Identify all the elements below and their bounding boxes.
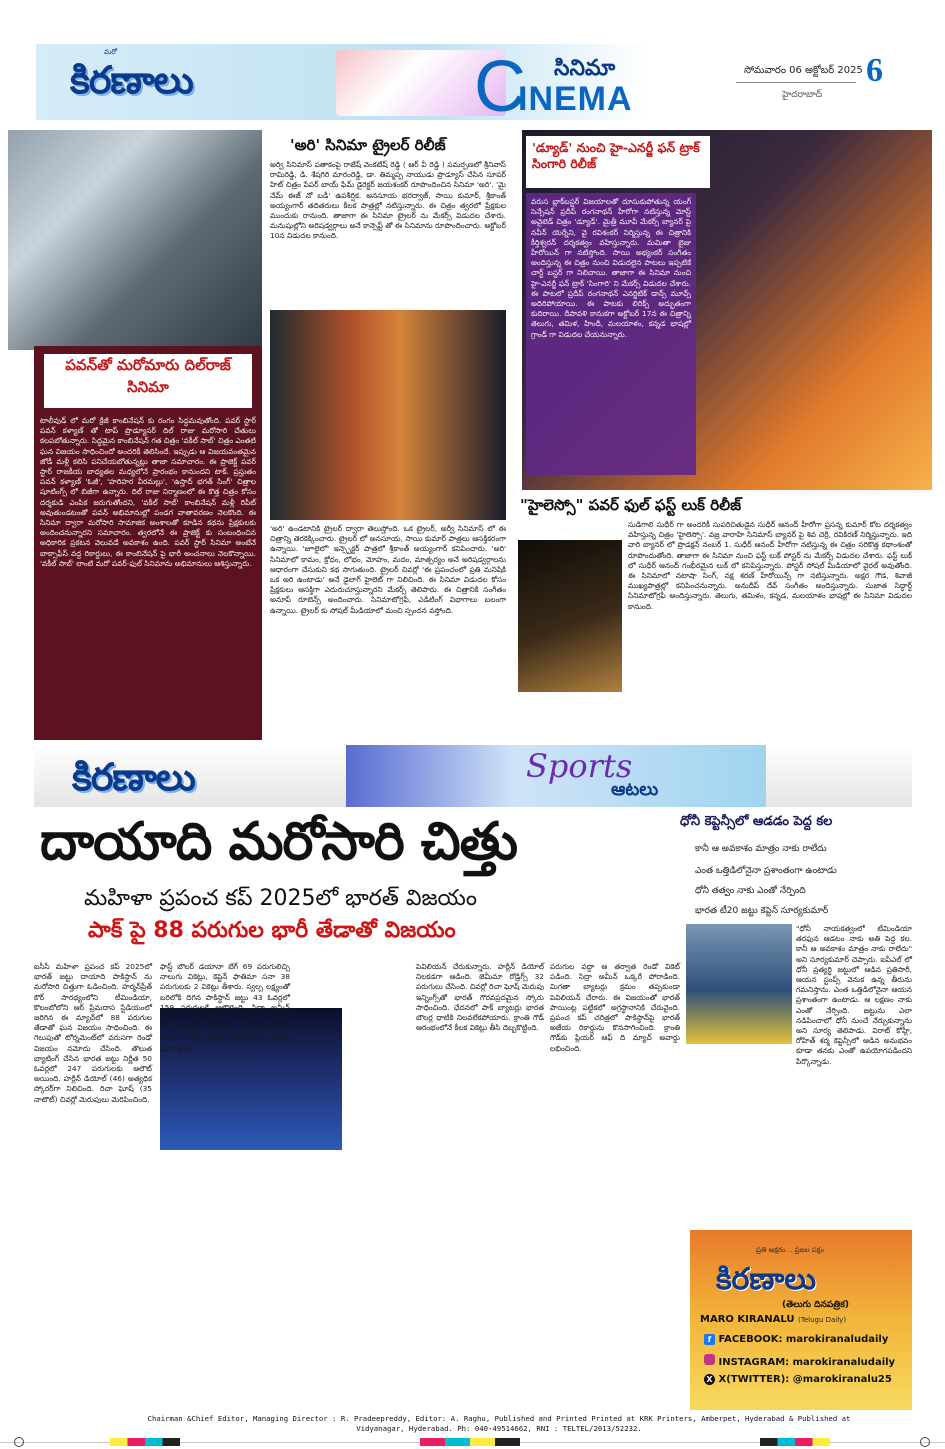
sports-column-2-side [344,1010,410,1150]
instagram-icon [704,1354,715,1365]
pawan-article-title: పవన్‌తో మరోమారు దిల్‌రాజ్ సినిమా [44,354,252,408]
ad-name: MARO KIRANALU [700,1314,795,1325]
dhoni-quote-4: భారత టీ20 జట్టు కెప్టెన్ సూర్యకుమార్ [695,906,829,916]
sports-silhouettes [766,745,912,807]
sports-newspaper-logo: కిరణాలు [72,755,195,799]
issue-date: సోమవారం 06 అక్టోబర్ 2025 [744,65,863,76]
sports-subheadline-1: మహిళా ప్రపంచ కప్ 2025లో భారత్ విజయం [84,886,477,911]
color-bar-left [110,1438,180,1446]
facebook-handle: FACEBOOK: marokiranaludaily [718,1334,889,1345]
imprint-line-2: Vidyanagar, Hyderabad. Ph: 040-49514662, RNI : TELTEL/2013/52232. [356,1424,642,1433]
hyloso-article-title: "హైలెస్సో" పవర్ ఫుల్ ఫస్ట్ లుక్ రిలీజ్ [520,496,742,514]
sports-column-2: ఫాస్ట్ బౌలర్ డయానా బేగ్ 69 పరుగులిచ్చి నాలుగు వికెట్లు, కెప్టెన్ ఫాతిమా సనా 38 పరుగులకు 2 వికెట్లు తీశారు. స్వల్ప లక్ష్యంతో బరిలోకి దిగిన పాకిస్థాన్ జట్టు 43 ఓవర్లలో 159 పరుగులకే ఆలౌటైంది. సిద్రా అమీన్ (81) ఒంటరి పోరాటం చేసింది. భారత బౌలర్లలో క్రాంతి గౌడ్, దీప్తి శర్మ తలో మూడు వికెట్లు తీశారు. స్నేహ్ రాణా రెండు వికెట్లు పడగొట్టింది. [160,962,290,1053]
dhoni-quote-3: ధోనీ తత్వం నాకు ఎంతో నేర్పింది [695,886,806,896]
cinema-letter: C [474,47,526,127]
imprint-line-1: Chairman &Chief Editor, Managing Director : R. Pradeepreddy, Editor: A. Raghu, Published and Printed Printed at KRK Printers, Amberpet, Hyderabad & Published at [147,1414,851,1423]
ad-tagline: ప్రతి అక్షరం .. ప్రజల పక్షం [756,1246,824,1254]
pawan-article-body: టాలీవుడ్ లో మరో క్రేజీ కాంబినేషన్ కు రంగం సిద్ధమవుతోంది. పవర్ స్టార్ పవన్ కళ్యాణ్ తో టాప్ ప్రొడ్యూసర్ దిల్ రాజు మరోసారి చేతులు కలపబోతున్నారు. సిద్ధమైన కాంబినేషన్ గత చిత్రం 'వకీల్ సాబ్' చిత్రం ఎంతటి ఘన విజయం సాధించిందో అందరికీ తెలిసిందే. ఇప్పుడు ఆ విజయవంతమైన జోడీ మళ్లీ కలిసి పనిచేయబోతున్నట్లు తాజా సమాచారం. ఈ ప్రాజెక్ట్ పవర్ స్టార్ రాజకీయ బాధ్యతల మధ్యలోనే ప్రారంభం కానుందని టాక్. ప్రస్తుతం పవన్ కళ్యాణ్ 'ఓజీ', 'హరిహర వీరమల్లు', 'ఉస్తాద్ భగత్ సింగ్' చిత్రాల షూటింగ్స్ లో బిజీగా ఉన్నారు. దిల్ రాజు నిర్మాణంలో ఈ కొత్త చిత్రం కోసం దర్శకుడి ఎంపిక జరుగుతోందని, 'వకీల్ సాబ్' కాంబినేషన్ మళ్లీ రిపీట్ అవుతుండటంతో పవన్ అభిమానుల్లో పండగ వాతావరణం నెలకొంది. ఈ సినిమా ద్వారా మరోసారి సామాజిక అంశాలతో కూడిన కథను ప్రేక్షకులకు అందించనున్నారని సమాచారం. త్వరలోనే ఈ ప్రాజెక్ట్ కు సంబంధించిన అధికారిక ప్రకటన వెలువడే అవకాశం ఉంది. పవర్ స్టార్ సినిమా అంటేనే బాక్సాఫీస్ వద్ద రికార్డులు, ఈ కాంబినేషన్ పై భారీ అంచనాలు నెలకొన్నాయి. 'వకీల్ సాబ్' లాంటి మరో పవర్-ఫుల్ సినిమాను అభిమానులు ఆశిస్తున్నారు. [40,416,256,568]
instagram-handle: INSTAGRAM: marokiranaludaily [718,1357,896,1368]
hyloso-article-body: సుడిగాలి సుధీర్ గా అందరికీ సుపరిచితుడైన సుధీర్ ఆనంద్ హీరోగా ప్రసన్న కుమార్ కోట దర్శకత్వం వహిస్తున్న చిత్రం 'హైలెస్సో'. వజ్ర వారాహి సినిమాస్ బ్యానర్ పై శివ చెర్రీ, రవికిరణ్ నిర్మిస్తున్నారు. ఇది వారి బ్యానర్ లో ప్రొడక్షన్ నంబర్ 1. సుధీర్ ఆనంద్ హీరోగా నటిస్తున్న ఈ చిత్రం సరికొత్త కథాంశంతో రూపొందుతోంది. తాజాగా ఈ సినిమా నుంచి ఫస్ట్ లుక్ పోస్టర్ ను మేకర్స్ విడుదల చేశారు. ఫస్ట్ లుక్ లో సుధీర్ ఆనంద్ గంభీరమైన లుక్ లో కనిపిస్తున్నారు. పోస్టర్ సోషల్ మీడియాలో వైరల్ అవుతోంది. ఈ సినిమాలో నటాషా సింగ్, నక్ష శరణ్ హీరోయిన్స్ గా నటిస్తున్నారు. అక్షర గౌడ, శివాజీ ముఖ్యపాత్రల్లో కనిపించనున్నారు. అనుదీప్ దేవ్ సంగీతం అందిస్తున్నారు. సుజాత సిద్ధార్థ్ సినిమాటోగ్రఫీ అందిస్తున్నారు. తెలుగు, తమిళం, కన్నడ, మలయాళం భాషల్లో ఈ సినిమా విడుదల కానుంది. [628,520,912,611]
sports-column-4: పరుగుల వద్దా ఆ తర్వాత రెండో వికెట్ పడింది. సిద్రా అమీన్ ఒక్కరే పోరాడింది. మిగతా బ్యాటర్లు క్రమం తప్పకుండా పెవిలియన్ చేరారు. ఈ విజయంతో భారత్ పాయింట్ల పట్టికలో అగ్రస్థానానికి చేరువైంది. ప్రపంచ కప్ చరిత్రలో పాకిస్థాన్‌పై భారత్ అజేయ రికార్డును కొనసాగించింది. క్రాంతి గౌడ్‌కు ప్లేయర్ ఆఫ్ ది మ్యాచ్ అవార్డు లభించింది. [550,962,680,1053]
sports-column-3: పెవిలియన్ చేరుకున్నారు. హర్లీన్ డియోల్ నిలకడగా ఆడింది. జెమీమా రోడ్రిగ్స్ 32 పరుగులు చేసింది. చివర్లో రిచా ఘోష్ మెరుపు ఇన్నింగ్స్‌తో భారత్ గౌరవప్రదమైన స్కోరు సాధించింది. ఛేదనలో పాక్ బ్యాటర్లు భారత బౌలర్ల ధాటికి నిలవలేకపోయారు. క్రాంతి గౌడ్ ఆరంభంలోనే కీలక వికెట్లు తీసి దెబ్బకొట్టింది. [416,962,544,1033]
dude-article-title: 'డ్యూడ్' నుంచి హై-ఎనర్జీ ఫన్ ట్రాక్ సింగారి రిలీజ్ [526,136,710,188]
sports-banner [346,745,766,807]
x-twitter-icon: X [704,1374,715,1385]
surya-dhoni-photo [686,924,792,1044]
sports-atalu: ఆటలు [611,779,659,800]
ari-article-body-top: అర్వి సినిమాస్ పతాకంపై రాజేష్ వెంకటేష్ రెడ్డి ( ఆర్ వీ రెడ్డి ) సమర్పణలో శ్రీనివాస్ రామిరెడ్డి, డి. శేషగిరి మారంరెడ్డి, డా. తిమ్మప్ప నాయుడు ప్రొడ్యూస్ చేసిన సూపర్ హిట్ చిత్రం పేపర్ బాయ్ ఫేమ్ డైరెక్టర్ జయశంకర్ రూపొందించిన సినిమా 'అరి'. 'మై నేమ్ ఈజ్ నో బడీ' ఉపశీర్షిక. అనసూయ భరద్వాజ్, సాయి కుమార్, శ్రీకాంత్ అయ్యంగార్ తదితరులు కీలక పాత్రల్లో నటిస్తున్నారు. ఈ చిత్రం త్వరలో ప్రేక్షకుల ముందుకు రానుంది. తాజాగా ఈ సినిమా ట్రైలర్ ను మేకర్స్ విడుదల చేశారు. మనుషుల్లోని అరిషడ్వర్గాలు అనే కాన్సెప్ట్ తో ఈ సినిమాను రూపొందించారు. అక్టోబర్ 10న విడుదల కానుంది. [270,160,506,241]
registration-mark-right [920,1437,930,1447]
cinema-telugu: సినిమా [554,56,616,81]
dhoni-quote-2: ఎంత ఒత్తిడిలోనైనా ప్రశాంతంగా ఉంటాడు [695,866,837,876]
sports-column-2-bottom [160,1154,410,1406]
twitter-link[interactable] [704,1374,892,1385]
dhoni-article-title: ధోనీ కెప్టెన్సీలో ఆడడం పెద్ద కల [680,814,833,829]
sports-masthead [34,745,912,811]
ad-subtitle: (తెలుగు దినపత్రిక) [782,1300,850,1310]
dude-article-body: వరుస బ్లాక్‌బస్టర్ విజయాలతో దూసుకుపోతున్న యంగ్ సెన్సేషన్ ప్రదీప్ రంగనాథన్ హీరోగా నటిస్తున్న మోస్ట్ అవైటెడ్ చిత్రం 'డ్యూడ్'. మైత్రీ మూవీ మేకర్స్ బ్యానర్ పై నవీన్ యెర్నేని, వై రవిశంకర్ నిర్మిస్తున్న ఈ చిత్రానికి కీర్తిశ్వరన్ దర్శకత్వం వహిస్తున్నారు. మమితా బైజు హీరోయిన్ గా నటిస్తోంది. సాయి అభ్యంకర్ సంగీతం అందిస్తున్న ఈ చిత్రం నుంచి విడుదలైన పాటలు ఇప్పటికే చార్ట్ బస్టర్ గా నిలిచాయి. తాజాగా ఈ సినిమా నుంచి హై-ఎనర్జీ ఫన్ ట్రాక్ 'సింగారి' ని మేకర్స్ విడుదల చేశారు. ఈ పాటలో ప్రదీప్ రంగనాథన్ ఎనర్జిటిక్ డాన్స్ మూవ్స్ అదిరిపోయాయి. ఈ పాటకు లిరిక్స్ అద్భుతంగా కుదిరాయి. దీపావళి కానుకగా అక్టోబర్ 17న ఈ చిత్రాన్ని తెలుగు, తమిళ, హిందీ, మలయాళం, కన్నడ భాషల్లో గ్రాండ్ గా విడుదల చేయనున్నారు. [526,193,696,475]
ad-logo: కిరణాలు [716,1262,817,1297]
color-bar-center [420,1438,520,1446]
page-number: 6 [866,52,883,89]
registration-mark-left [14,1437,24,1447]
sports-headline: దాయాది మరోసారి చిత్తు [40,812,518,872]
color-bar-right [760,1438,830,1446]
sports-banner-word: Sports [526,747,633,785]
ad-name-note: (Telugu Daily) [798,1316,847,1324]
ari-article-body-bottom: 'అరి' ఉండటానికి ట్రైలర్ ద్వారా తెలుస్తోంది. ఒక ట్రైలర్, అర్వీ సినిమాస్ లో ఈ చిత్రాన్ని తెరకెక్కించారు. ట్రైలర్ లో అనసూయ, సాయి కుమార్ పాత్రలు ఆసక్తికరంగా ఉన్నాయి. 'జూలైలో' ఇన్స్పెక్టర్ పాత్రలో శ్రీకాంత్ అయ్యంగార్ కనిపించారు. 'అరి' సినిమాలో కామం, క్రోధం, లోభం, మోహం, మదం, మాత్సర్యం అనే అరిషడ్వర్గాలను ఆధారంగా చేసుకుని కథ సాగుతుంది. ట్రైలర్ చివర్లో 'ఈ ప్రపంచంలో ప్రతి మనిషికి ఒక అరి ఉంటాడు' అనే డైలాగ్ హైలెట్ గా నిలిచింది. ఈ సినిమా విడుదల కోసం ప్రేక్షకులు ఆసక్తిగా ఎదురుచూస్తున్నారని మేకర్స్ తెలిపారు. ఈ చిత్రానికి సంగీతం అనూప్ రూబెన్స్ అందించారు. సినిమాటోగ్రఫీ, ఎడిటింగ్ విభాగాలు బలంగా ఉన్నాయి. ట్రైలర్ కు సోషల్ మీడియాలో మంచి స్పందన వస్తోంది. [270,524,506,615]
hyloso-first-look-photo [518,540,622,692]
cinema-word: INEMA [518,80,633,118]
city: హైదరాబాద్ [782,90,823,100]
twitter-handle: X(TWITTER): @marokiranalu25 [718,1374,892,1385]
newspaper-logo: కిరణాలు [70,58,193,102]
sports-subheadline-2: పాక్ పై 88 పరుగుల భారీ తేడాతో విజయం [88,918,456,943]
date-divider [736,82,856,83]
imprint-footer [54,1414,944,1434]
dhoni-article-body-cont [686,1048,912,1224]
sports-column-1: ఐసీసీ మహిళా ప్రపంచ కప్ 2025లో భారత్ జట్టు దాయాది పాకిస్థాన్ ను మరోసారి చిత్తుగా ఓడించింది. హర్మన్‌ప్రీత్ కౌర్ సారథ్యంలోని టీమిండియా, కొలంబోలోని ఆర్ ప్రేమదాస స్టేడియంలో జరిగిన ఈ మ్యాచ్‌లో 88 పరుగుల తేడాతో ఘన విజయం సాధించింది. ఈ గెలుపుతో టోర్నమెంట్‌లో వరుసగా రెండో విజయం నమోదు చేసింది. తొలుత బ్యాటింగ్ చేసిన భారత జట్టు నిర్ణీత 50 ఓవర్లలో 247 పరుగులకు ఆలౌట్ అయింది. హర్లీన్ డియోల్ (46) అత్యధిక స్కోరర్‌గా నిలిచింది. రిచా ఘోష్ (35 నాటౌట్) చివర్లో మెరుపులు మెరిపించింది. [34,962,152,1104]
logo-small: మరో [104,48,118,56]
pawan-dilraju-photo [8,130,262,350]
ari-article-title: 'అరి' సినిమా ట్రైలర్ రిలీజ్ [290,136,446,154]
dhoni-quote-1: కానీ ఆ అవకాశం మాత్రం నాకు రాలేదు [695,844,827,854]
instagram-link[interactable] [704,1354,895,1368]
cinema-section-title [474,47,702,127]
ari-poster-photo [270,310,506,520]
facebook-icon: f [704,1334,715,1345]
facebook-link[interactable] [704,1334,888,1345]
masthead [36,44,910,127]
dhoni-article-body: "ధోనీ నాయకత్వంలో టీమిండియా తరఫున ఆడటం నాకు అతి పెద్ద కల. కానీ ఆ అవకాశం మాత్రం నాకు రాలేదు" అని సూర్యకుమార్ చెప్పారు. ఐపీఎల్ లో ధోనీ ప్రత్యర్థి జట్టులో ఆడిన ప్రతిసారీ, ఆయన స్టంప్స్ వెనుక ఉన్న తీరును గమనిస్తాను. ఎంత ఒత్తిడిలోనైనా ఆయన ప్రశాంతంగా ఉంటాడు. ఆ లక్షణం నాకు ఎంతో నేర్పింది. జట్టును ఎలా నడిపించాలో ధోనీ నుంచే నేర్చుకున్నాను అని సూర్య తెలిపాడు. విరాట్ కోహ్లీ, రోహిత్ శర్మ కెప్టెన్సీలో ఆడిన అనుభవం కూడా తనకు ఎంతో ఉపయోగపడిందని పేర్కొన్నాడు. [796,924,912,1066]
